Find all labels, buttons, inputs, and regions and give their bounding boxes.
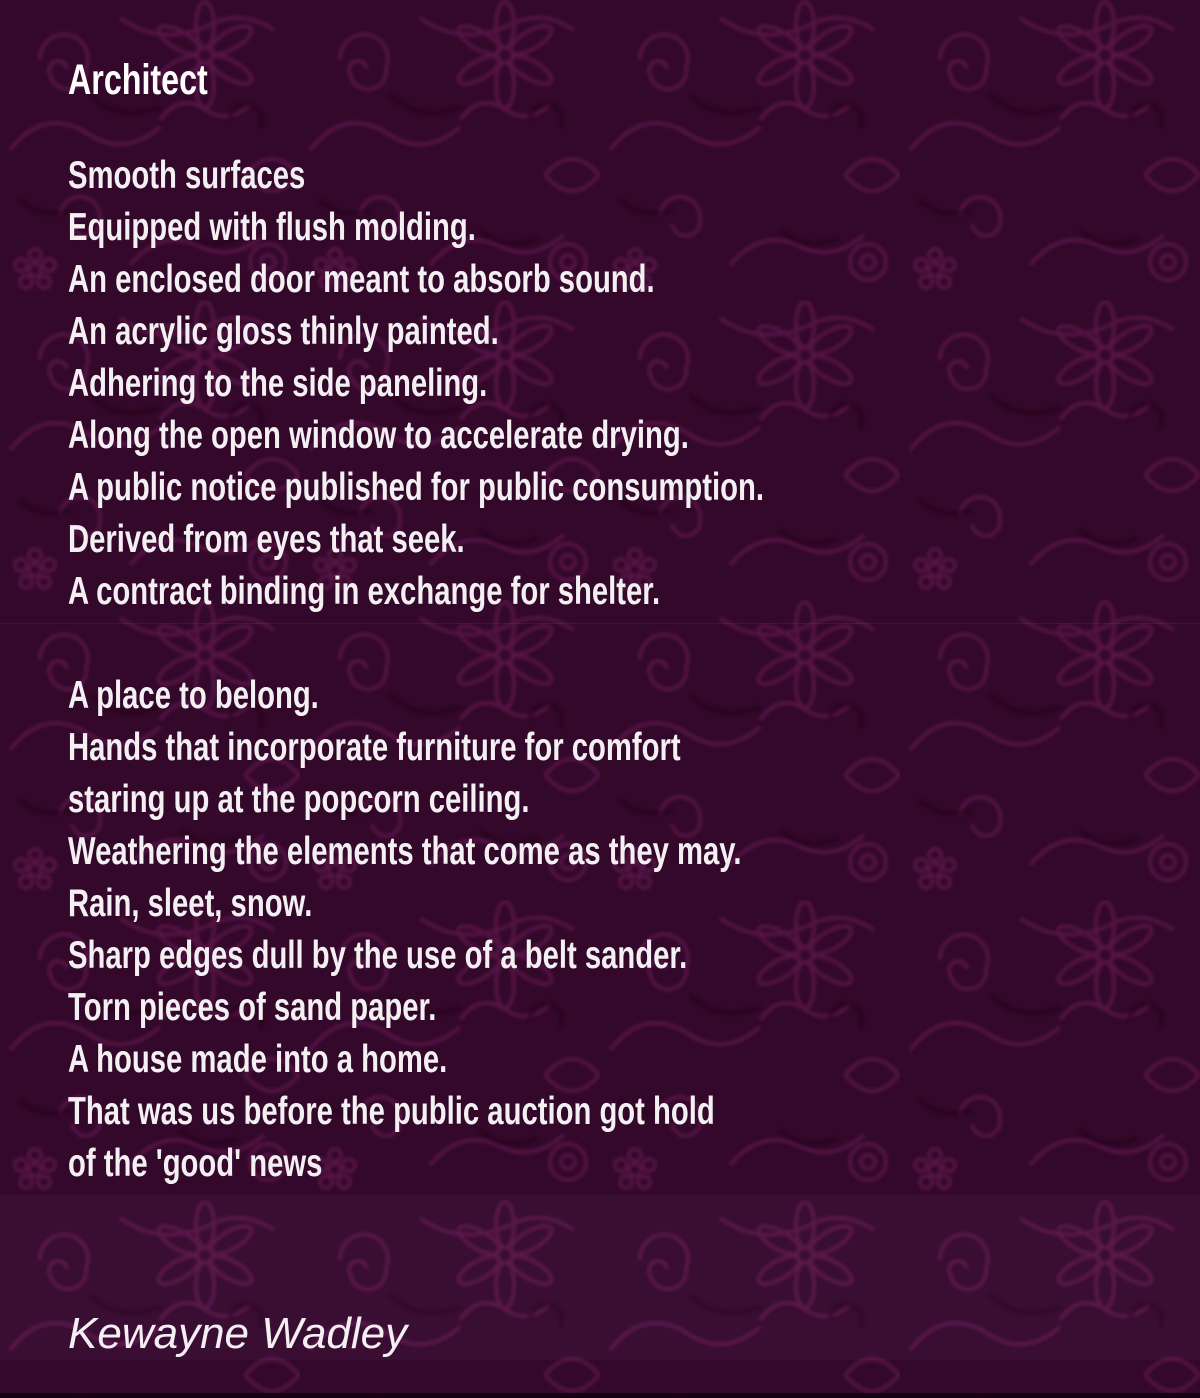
poem-line: An acrylic gloss thinly painted. xyxy=(68,310,499,353)
poem-stanza-2 xyxy=(68,670,1188,1190)
poem-line: That was us before the public auction got hold xyxy=(68,1090,715,1133)
poem-line: A public notice published for public consumption. xyxy=(68,466,765,509)
poem-line: staring up at the popcorn ceiling. xyxy=(68,778,530,821)
author-signature: Kewayne Wadley xyxy=(68,1309,408,1358)
poem-line: A house made into a home. xyxy=(68,1038,448,1081)
poem-line: Torn pieces of sand paper. xyxy=(68,986,437,1029)
poem-body xyxy=(68,150,1188,1190)
poem-line: Along the open window to accelerate drying. xyxy=(68,414,689,457)
poem-line: Weathering the elements that come as they may. xyxy=(68,830,742,873)
poem-line: Smooth surfaces xyxy=(68,154,306,197)
poem-page xyxy=(68,0,1188,1360)
poem-line: Hands that incorporate furniture for comfort xyxy=(68,726,681,769)
poem-line: Adhering to the side paneling. xyxy=(68,362,488,405)
poem-title: Architect xyxy=(68,56,208,104)
poem-line: A contract binding in exchange for shelter. xyxy=(68,570,661,613)
poem-line: A place to belong. xyxy=(68,674,319,717)
poem-line: Derived from eyes that seek. xyxy=(68,518,465,561)
poem-line: of the 'good' news xyxy=(68,1142,323,1185)
bottom-edge-artifact xyxy=(0,1393,1200,1398)
poem-line: Sharp edges dull by the use of a belt sander. xyxy=(68,934,688,977)
poem-line: Rain, sleet, snow. xyxy=(68,882,313,925)
poem-line: An enclosed door meant to absorb sound. xyxy=(68,258,655,301)
poem-stanza-1 xyxy=(68,150,1188,618)
poem-line: Equipped with flush molding. xyxy=(68,206,476,249)
